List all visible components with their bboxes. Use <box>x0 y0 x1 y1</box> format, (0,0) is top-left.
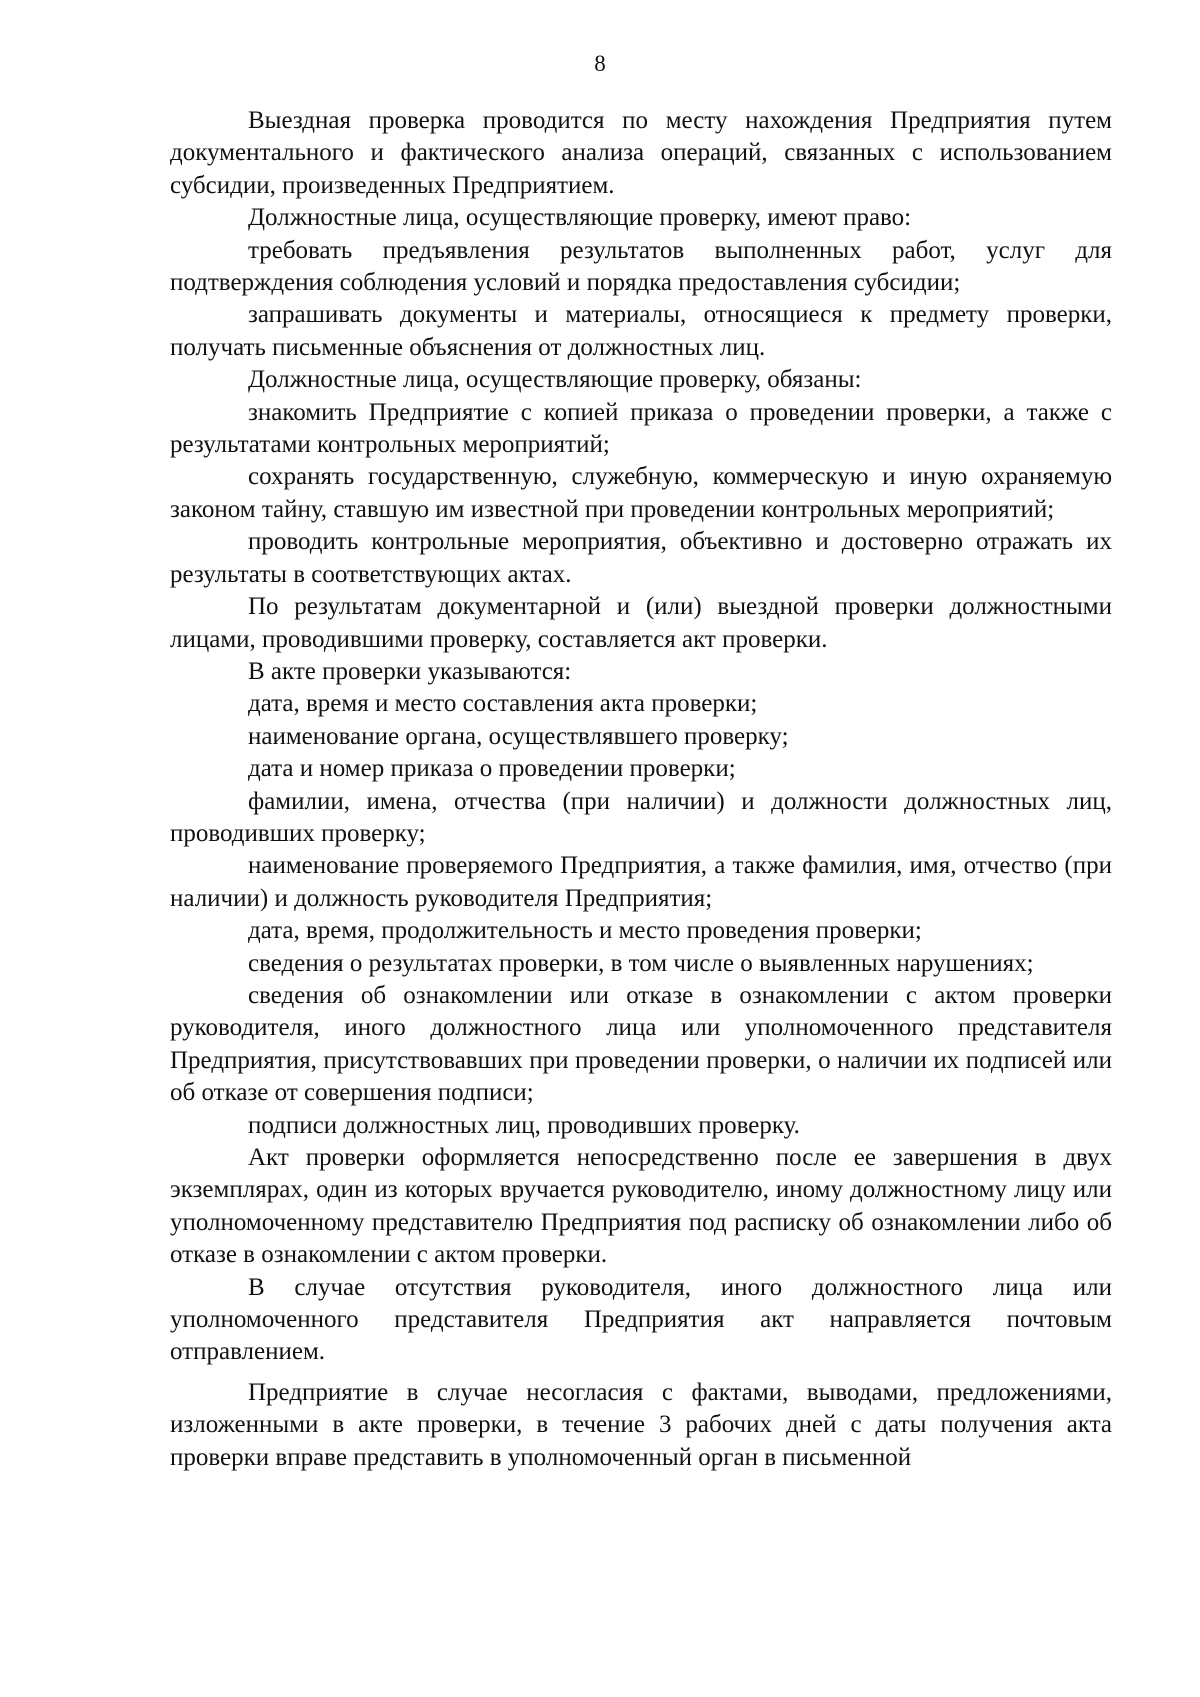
paragraph-inspection-act: По результатам документарной и (или) выездной проверки должностными лицами, проводившими проверку, составляется акт проверки. <box>170 593 1112 653</box>
document-body <box>170 105 1112 1474</box>
paragraph-act-inspectors: фамилии, имена, отчества (при наличии) и должности должностных лиц, проводивших проверку; <box>170 787 1112 847</box>
paragraph-act-enterprise: наименование проверяемого Предприятия, а также фамилия, имя, отчество (при наличии) и должность руководителя Предприятия; <box>170 852 1112 912</box>
paragraph-duty-conduct-objectively: проводить контрольные мероприятия, объективно и достоверно отражать их результаты в соответствующих актах. <box>170 528 1112 588</box>
paragraph-inspector-rights: Должностные лица, осуществляющие проверку, имеют право: <box>248 204 912 232</box>
paragraph-act-results: сведения о результатах проверки, в том числе о выявленных нарушениях; <box>248 949 1034 977</box>
paragraph-act-signatures: подписи должностных лиц, проводивших проверку. <box>248 1111 800 1139</box>
paragraph-act-execution: Акт проверки оформляется непосредственно после ее завершения в двух экземплярах, один из которых вручается руководителю, иному должностному лицу или уполномоченному представителю Предприятия под расписку об ознакомлении либо об отказе в ознакомлении с актом проверки. <box>170 1144 1112 1269</box>
paragraph-right-demand-results: требовать предъявления результатов выполненных работ, услуг для подтверждения соблюдения условий и порядка предоставления субсидии; <box>170 236 1112 297</box>
paragraph-act-date-place: дата, время и место составления акта проверки; <box>248 690 758 718</box>
paragraph-inspector-duties: Должностные лица, осуществляющие проверку, обязаны: <box>248 366 862 394</box>
paragraph-act-acknowledgement: сведения об ознакомлении или отказе в ознакомлении с актом проверки руководителя, иного должностного лица или уполномоченного представителя Предприятия, присутствовавших при проведении проверки, о наличии их подписей или об отказе от совершения подписи; <box>170 981 1112 1107</box>
paragraph-right-request-documents: запрашивать документы и материалы, относящиеся к предмету проверки, получать письменные объяснения от должностных лиц. <box>170 301 1112 361</box>
paragraph-duty-keep-secret: сохранять государственную, служебную, коммерческую и иную охраняемую законом тайну, ставшую им известной при проведении контрольных мероприятий; <box>170 463 1112 523</box>
paragraph-act-authority: наименование органа, осуществлявшего проверку; <box>248 722 789 750</box>
paragraph-act-contents: В акте проверки указываются: <box>248 657 572 685</box>
page-number: 8 <box>594 51 606 76</box>
paragraph-act-mailing: В случае отсутствия руководителя, иного должностного лица или уполномоченного представителя Предприятия акт направляется почтовым отправлением. <box>170 1273 1112 1366</box>
paragraph-act-duration: дата, время, продолжительность и место проведения проверки; <box>248 917 922 945</box>
paragraph-act-order-number: дата и номер приказа о проведении проверки; <box>248 755 736 783</box>
paragraph-duty-familiarize: знакомить Предприятие с копией приказа о проведении проверки, а также с результатами контрольных мероприятий; <box>170 398 1112 459</box>
paragraph-disagreement: Предприятие в случае несогласия с фактами, выводами, предложениями, изложенными в акте проверки, в течение 3 рабочих дней с даты получения акта проверки вправе представить в уполномоченный орган в письменной <box>170 1378 1112 1471</box>
paragraph-onsite-inspection: Выездная проверка проводится по месту нахождения Предприятия путем документального и фактического анализа операций, связанных с использованием субсидии, произведенных Предприятием. <box>170 107 1112 199</box>
